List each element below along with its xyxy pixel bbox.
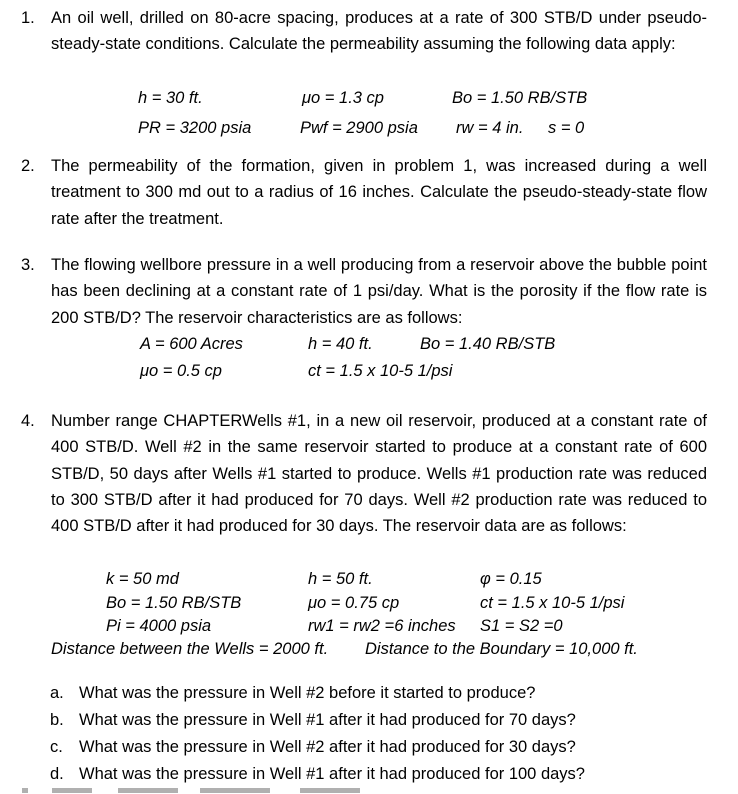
clipped-fragment (300, 788, 360, 793)
given-b-o: Bo = 1.50 RB/STB (452, 89, 588, 107)
problem-text: The flowing wellbore pressure in a well producing from a reservoir above the bubble point has been declining at a constant rate of 1 psi/day. What is the porosity if the flow rate is 200 STB/D? The reservoir characteristics are as follows: (51, 256, 707, 327)
given-distance-boundary: Distance to the Boundary = 10,000 ft. (365, 640, 638, 658)
problem-number: 2. (21, 157, 35, 175)
given-phi: φ = 0.15 (480, 570, 542, 588)
given-h: h = 50 ft. (308, 570, 373, 588)
part-text: What was the pressure in Well #1 after it had produced for 70 days? (79, 711, 576, 729)
clipped-fragment (118, 788, 178, 793)
given-r-w: rw = 4 in. (456, 119, 524, 137)
clipped-fragment (200, 788, 270, 793)
given-b-o: Bo = 1.40 RB/STB (420, 335, 556, 353)
given-distance-wells: Distance between the Wells = 2000 ft. (51, 640, 329, 658)
part-letter: d. (50, 765, 64, 783)
problem-number: 3. (21, 256, 35, 274)
given-h: h = 40 ft. (308, 335, 373, 353)
given-s: s = 0 (548, 119, 585, 137)
given-c-t: ct = 1.5 x 10-5 1/psi (308, 362, 453, 380)
problem-text: Number range CHAPTERWells #1, in a new oil reservoir, produced at a constant rate of 400 STB/D. Well #2 in the same reservoir started to produce at a constant rate of 600 STB/D, 50 days after Wells #1 started to produce. Wells #1 production rate was reduced to 300 STB/D after it had produced for 70 days. Well #2 production rate was reduced to 400 STB/D after it had produced for 30 days. The reservoir data are as follows: (51, 412, 707, 536)
given-p-r: PR = 3200 psia (138, 119, 252, 137)
part-letter: b. (50, 711, 64, 729)
clipped-next-line (0, 784, 738, 794)
clipped-fragment (22, 788, 28, 793)
given-k: k = 50 md (106, 570, 179, 588)
part-text: What was the pressure in Well #2 after it had produced for 30 days? (79, 738, 576, 756)
problem-text: The permeability of the formation, given in problem 1, was increased during a well treatment to 300 md out to a radius of 16 inches. Calculate the pseudo-steady-state flow rate after the treatment. (51, 157, 707, 228)
clipped-fragment (52, 788, 92, 793)
given-c-t: ct = 1.5 x 10-5 1/psi (480, 594, 625, 612)
problem-text: An oil well, drilled on 80-acre spacing, produces at a rate of 300 STB/D under pseudo-steady-state conditions. Calculate the permeability assuming the following data apply: (51, 9, 707, 54)
problem-number: 4. (21, 412, 35, 430)
given-a: A = 600 Acres (140, 335, 243, 353)
given-s: S1 = S2 =0 (480, 617, 563, 635)
given-r-w: rw1 = rw2 =6 inches (308, 617, 456, 635)
part-letter: c. (50, 738, 63, 756)
part-text: What was the pressure in Well #1 after it had produced for 100 days? (79, 765, 585, 783)
given-mu-o: μo = 1.3 cp (302, 89, 384, 107)
given-mu-o: μo = 0.5 cp (140, 362, 222, 380)
given-p-wf: Pwf = 2900 psia (300, 119, 418, 137)
part-letter: a. (50, 684, 64, 702)
given-p-i: Pi = 4000 psia (106, 617, 212, 635)
problem-number: 1. (21, 9, 35, 27)
given-mu-o: μo = 0.75 cp (308, 594, 400, 612)
part-text: What was the pressure in Well #2 before it started to produce? (79, 684, 536, 702)
given-b-o: Bo = 1.50 RB/STB (106, 594, 242, 612)
given-h: h = 30 ft. (138, 89, 203, 107)
